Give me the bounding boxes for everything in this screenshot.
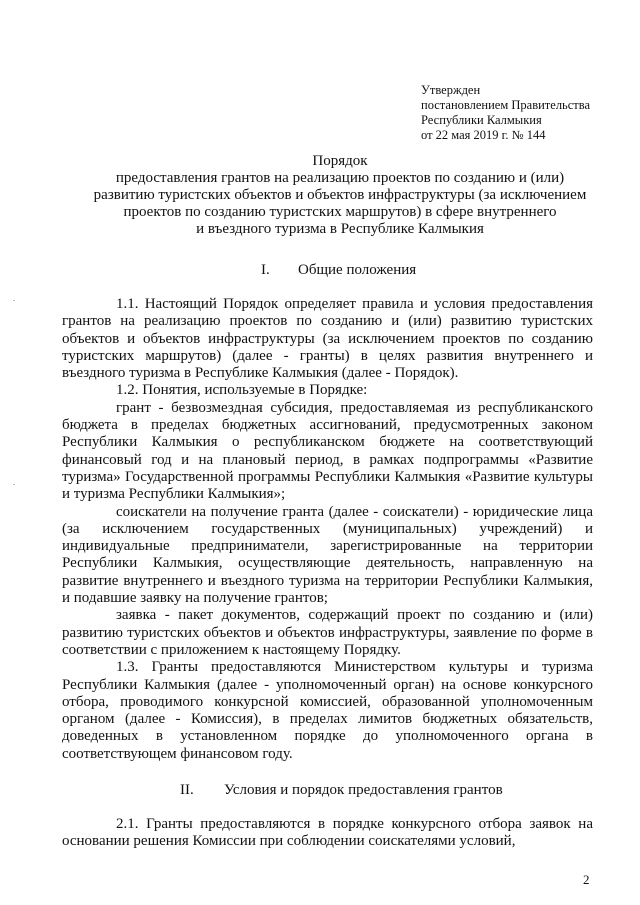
title-line: предоставления грантов на реализацию проектов по созданию и (или): [115, 170, 565, 186]
section-1-body: [62, 296, 593, 763]
title-line: проектов по созданию туристских маршрутов) в сфере внутреннего: [123, 204, 557, 220]
paragraph: заявка - пакет документов, содержащий проект по созданию и (или) развитию туристских объектов и объектов инфраструктуры, заявление по форме в соответствии с приложением к настоящему Порядку.: [62, 607, 593, 658]
section-heading-2: [0, 782, 640, 800]
paragraph: грант - безвозмездная субсидия, предоставляемая из республиканского бюджета в пределах бюджетных ассигнований, предусмотренных законом Республики Калмыкия о республиканском бюджете на соответствующий финансовый год и на плановый период, в рамках подпрограммы «Развитие туризма» Государственной программы Республики Калмыкия «Развитие культуры и туризма Республики Калмыкия»;: [62, 399, 593, 503]
document-title: [60, 153, 620, 238]
section-title: Общие положения: [298, 262, 417, 278]
section-number: II.: [180, 782, 194, 798]
paragraph: 1.2. Понятия, используемые в Порядке:: [116, 382, 368, 399]
title-line: и въездного туризма в Республике Калмыкия: [196, 221, 484, 237]
title-line: Порядок: [312, 153, 368, 169]
paragraph: 1.3. Гранты предоставляются Министерством культуры и туризма Республики Калмыкия (далее - уполномоченный орган) на основе конкурсного отбора, проводимого конкурсной комиссией, образованной уполномоченным органом (далее - Комиссия), в пределах лимитов бюджетных обязательств, доведенных в установленном порядке до уполномоченного органа в соответствующем финансовом году.: [62, 659, 593, 762]
paragraph: 1.1. Настоящий Порядок определяет правила и условия предоставления грантов на реализацию проектов по созданию и (или) развитию туристских объектов и объектов инфраструктуры (за исключением проектов по созданию туристских маршрутов) (далее - гранты) в целях развития внутреннего и въездного туризма в Республике Калмыкия (далее - Порядок).: [62, 296, 593, 382]
approval-stamp: [421, 83, 590, 143]
section-heading-1: [0, 262, 640, 280]
margin-mark: [13, 300, 15, 301]
approval-line: Утвержден: [421, 83, 481, 97]
approval-line: Республики Калмыкия: [421, 113, 542, 127]
paragraph: 2.1. Гранты предоставляются в порядке конкурсного отбора заявок на основании решения Комиссии при соблюдении соискателями условий,: [62, 816, 593, 850]
margin-mark: [13, 484, 15, 485]
section-number: I.: [261, 262, 270, 278]
title-line: развитию туристских объектов и объектов инфраструктуры (за исключением: [93, 187, 587, 203]
page-number: 2: [583, 872, 590, 887]
section-title: Условия и порядок предоставления грантов: [224, 782, 503, 798]
approval-line: постановлением Правительства: [421, 98, 591, 112]
section-2-body: [62, 816, 593, 851]
approval-line: от 22 мая 2019 г. № 144: [421, 128, 546, 142]
paragraph: соискатели на получение гранта (далее - соискатели) - юридические лица (за исключением государственных (муниципальных) учреждений) и индивидуальные предприниматели, зарегистрированные на территории Республики Калмыкия, осуществляющие деятельность, направленную на развитие внутреннего и въездного туризма на территории Республики Калмыкия, и подавшие заявку на получение грантов;: [62, 503, 593, 607]
